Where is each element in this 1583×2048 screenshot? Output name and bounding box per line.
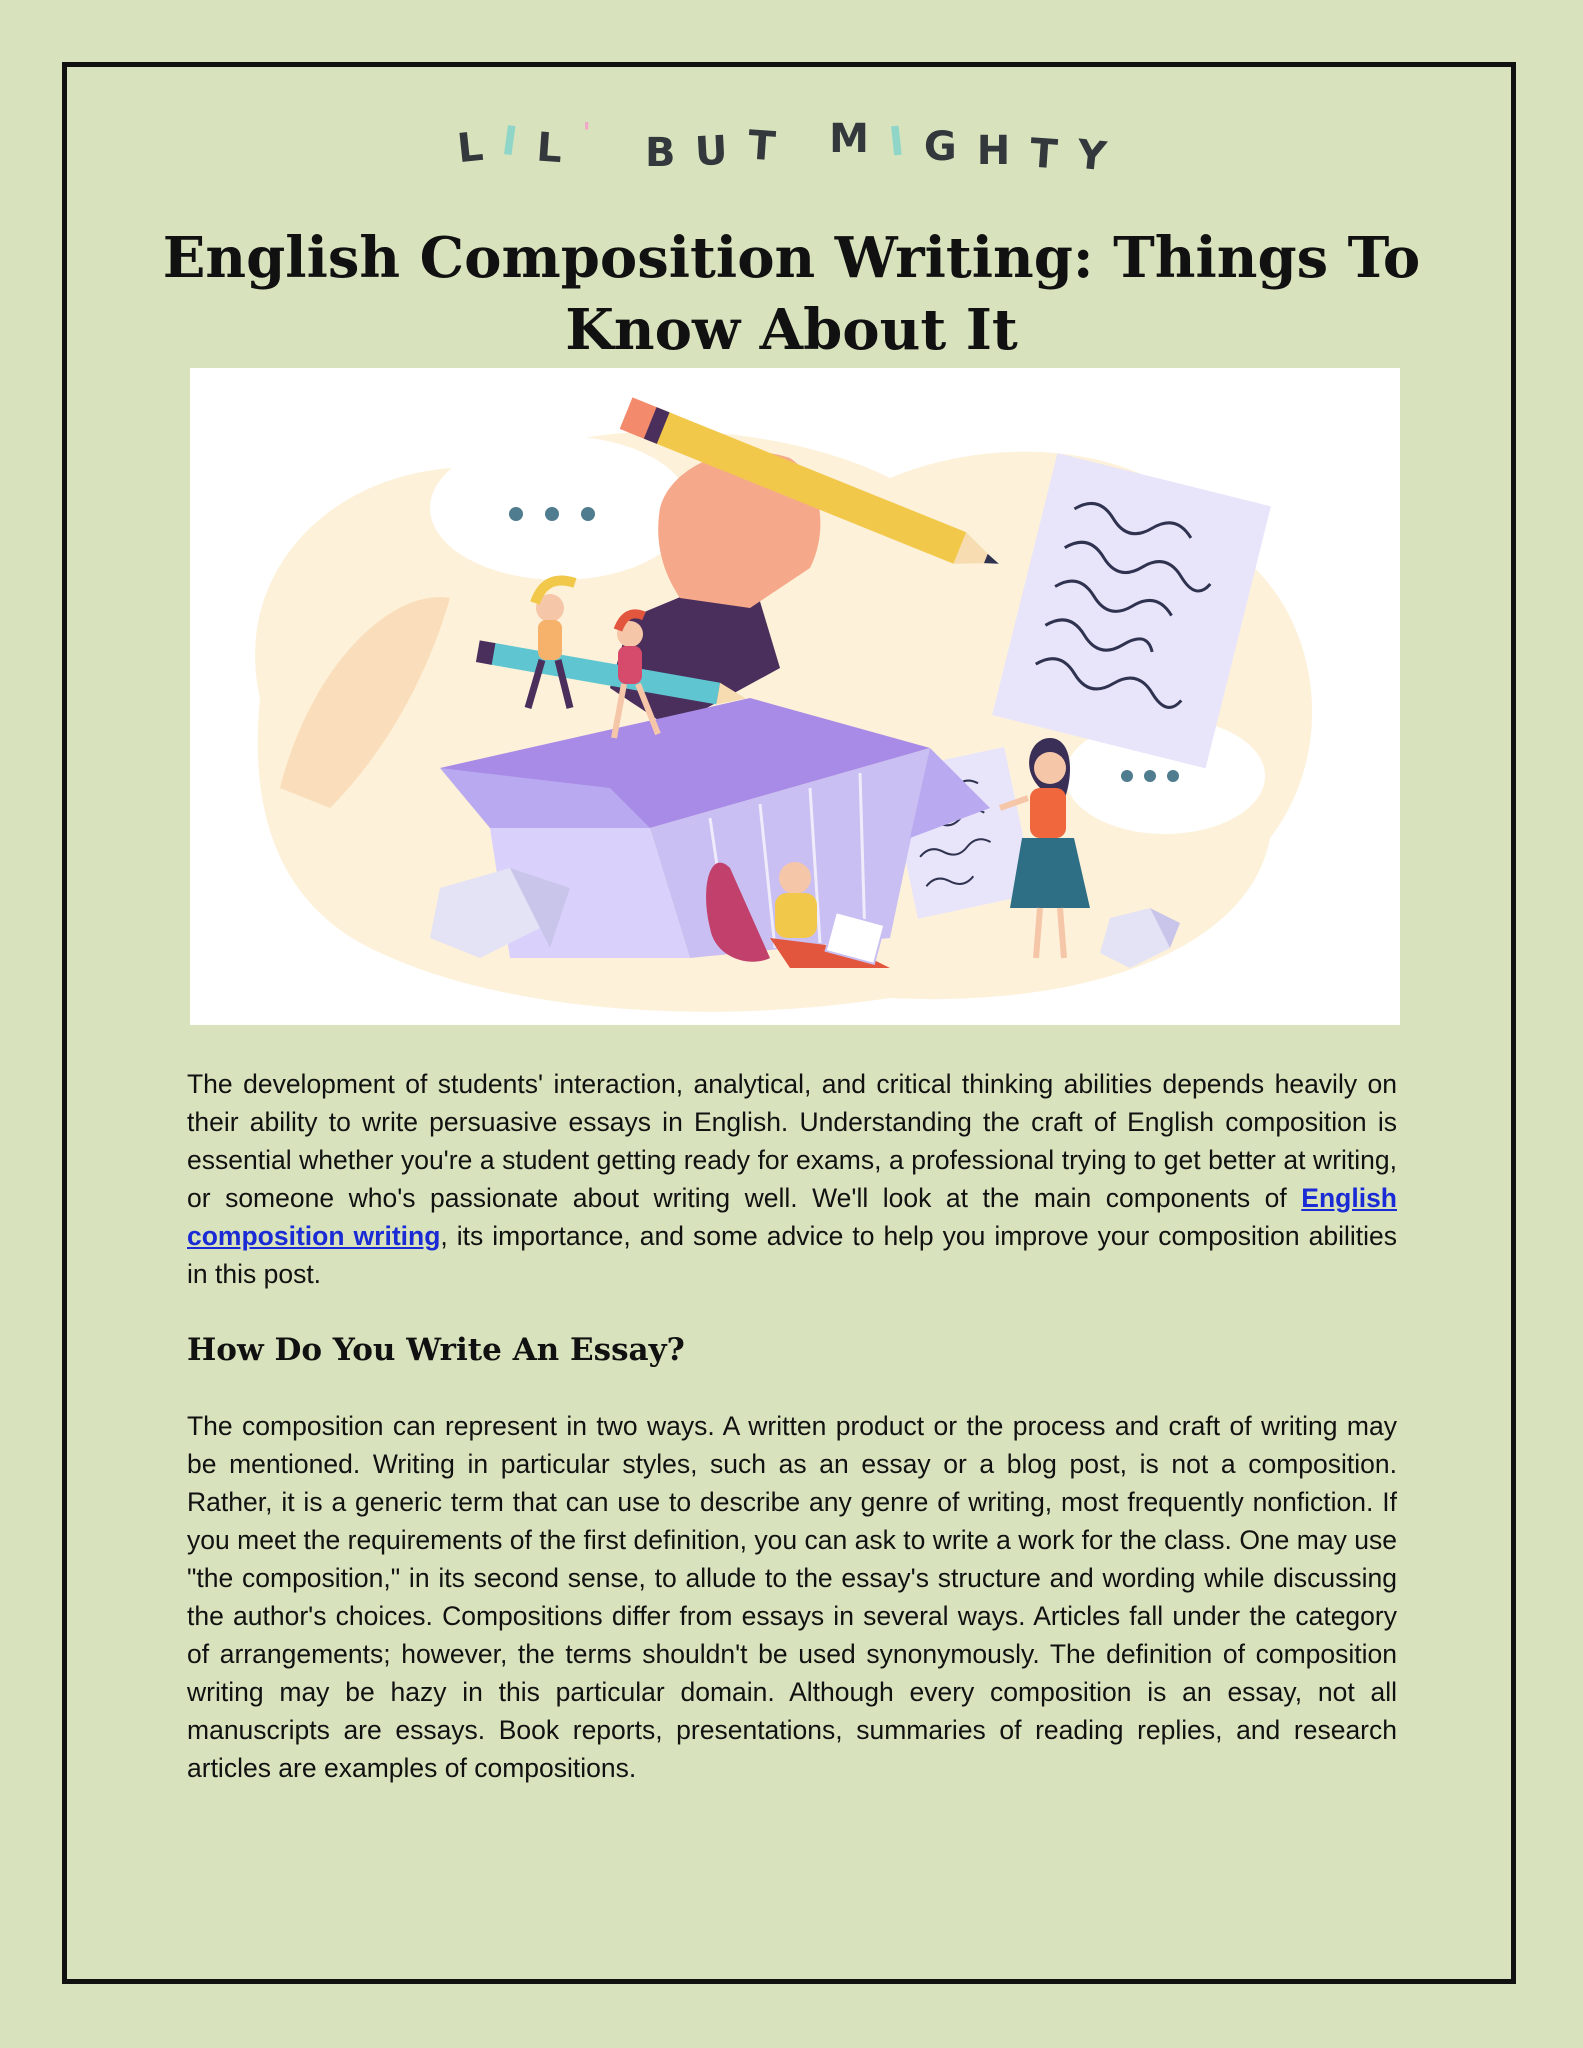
page-title: English Composition Writing: Things To Know About It bbox=[162, 225, 1421, 363]
writing-illustration-icon bbox=[190, 368, 1400, 1025]
intro-paragraph bbox=[187, 1065, 1397, 1293]
intro-text-end: , its importance, and some advice to help you improve your composition abilities in this post. bbox=[187, 1221, 1397, 1289]
logo-letter: U bbox=[694, 126, 750, 176]
logo-letter: I bbox=[886, 116, 927, 166]
logo-letter: T bbox=[746, 122, 797, 172]
logo-letter: I bbox=[499, 117, 540, 169]
logo-letter: T bbox=[1028, 130, 1080, 180]
logo-letter: L bbox=[534, 124, 584, 174]
section-paragraph: The composition can represent in two ways. A written product or the process and craft of writing may be mentioned. Writing in particular styles, such as an essay or a blog post, is not a composition. Rather, it is a generic term that can use to describe any genre of writing, most frequently nonfiction. If you meet the requirements of the first definition, you can ask to write a work for the class. One may use "the composition," in its second sense, to allude to the essay's structure and wording while discussing the author's choices. Compositions differ from essays in several ways. Articles fall under the category of arrangements; however, the terms shouldn't be used synonymously. The definition of composition writing may be hazy in this particular domain. Although every composition is an essay, not all manuscripts are essays. Book reports, presentations, summaries of reading replies, and research articles are examples of compositions. bbox=[187, 1411, 1397, 1783]
brand-logo bbox=[0, 116, 1583, 183]
logo-letter: B bbox=[644, 130, 696, 176]
logo-letter: G bbox=[923, 124, 977, 170]
intro-text: The development of students' interaction, analytical, and critical thinking abilities depends heavily on their ability to write persuasive essays in English. Understanding the craft of English composition is essential whether you're a student getting ready for exams, a professional trying to get better at writing, or someone who's passionate about writing well. We'll look at the main components of bbox=[187, 1069, 1397, 1213]
logo-letter: L bbox=[454, 121, 505, 173]
composition-writing-link[interactable]: English composition writing bbox=[187, 1183, 1397, 1251]
logo-letter: Y bbox=[1075, 131, 1129, 183]
hero-image bbox=[190, 368, 1400, 1025]
section-heading: How Do You Write An Essay? bbox=[187, 1332, 685, 1368]
logo-letter: M bbox=[829, 116, 889, 162]
logo-letter: H bbox=[976, 128, 1031, 174]
logo-letter: ' bbox=[582, 116, 611, 149]
